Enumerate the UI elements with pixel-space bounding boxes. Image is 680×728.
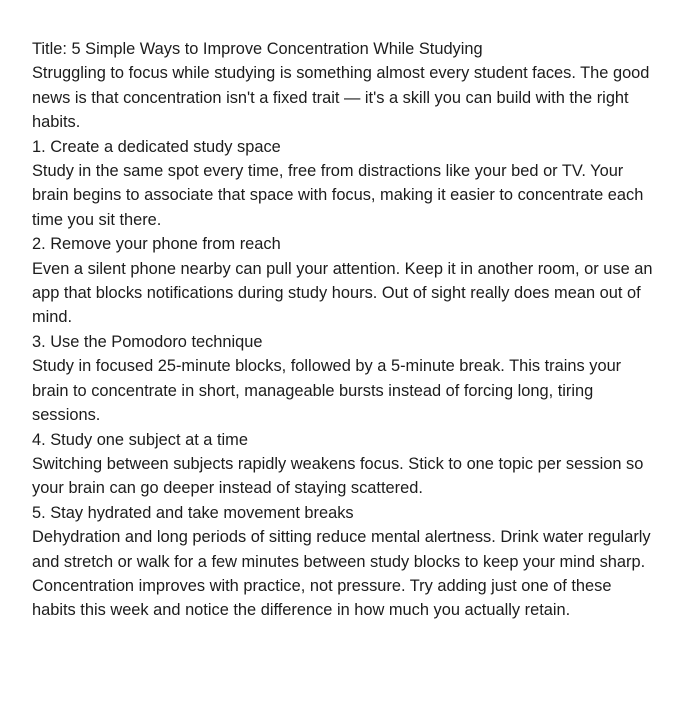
tip-body-1: Study in the same spot every time, free from distractions like your bed or TV. Your brain begins to associate that space with focus, making it easier to concentrate each time you sit there. bbox=[32, 162, 644, 229]
document-title: Title: 5 Simple Ways to Improve Concentration While Studying bbox=[32, 40, 483, 58]
intro-paragraph: Struggling to focus while studying is something almost every student faces. The good news is that concentration isn't a fixed trait — it's a skill you can build with the right habits. bbox=[32, 64, 650, 132]
tip-heading-5: 5. Stay hydrated and take movement breaks bbox=[32, 503, 354, 522]
tip-heading-4: 4. Study one subject at a time bbox=[32, 430, 248, 449]
conclusion-paragraph: Concentration improves with practice, not pressure. Try adding just one of these habits this week and notice the difference in how much you actually retain. bbox=[32, 576, 612, 620]
tip-heading-3: 3. Use the Pomodoro technique bbox=[32, 332, 263, 351]
tip-body-5: Dehydration and long periods of sitting reduce mental alertness. Drink water regularly and stretch or walk for a few minutes between study blocks to keep your mind sharp. bbox=[32, 528, 651, 571]
tip-heading-2: 2. Remove your phone from reach bbox=[32, 235, 281, 254]
tip-body-3: Study in focused 25-minute blocks, followed by a 5-minute break. This trains your brain to concentrate in short, manageable bursts instead of forcing long, tiring sessions. bbox=[32, 357, 622, 425]
tip-body-4: Switching between subjects rapidly weakens focus. Stick to one topic per session so your brain can go deeper instead of staying scattered. bbox=[32, 454, 644, 498]
tip-heading-1: 1. Create a dedicated study space bbox=[32, 137, 281, 156]
tip-body-2: Even a silent phone nearby can pull your attention. Keep it in another room, or use an app that blocks notifications during study hours. Out of sight really does mean out of mind. bbox=[32, 259, 653, 327]
